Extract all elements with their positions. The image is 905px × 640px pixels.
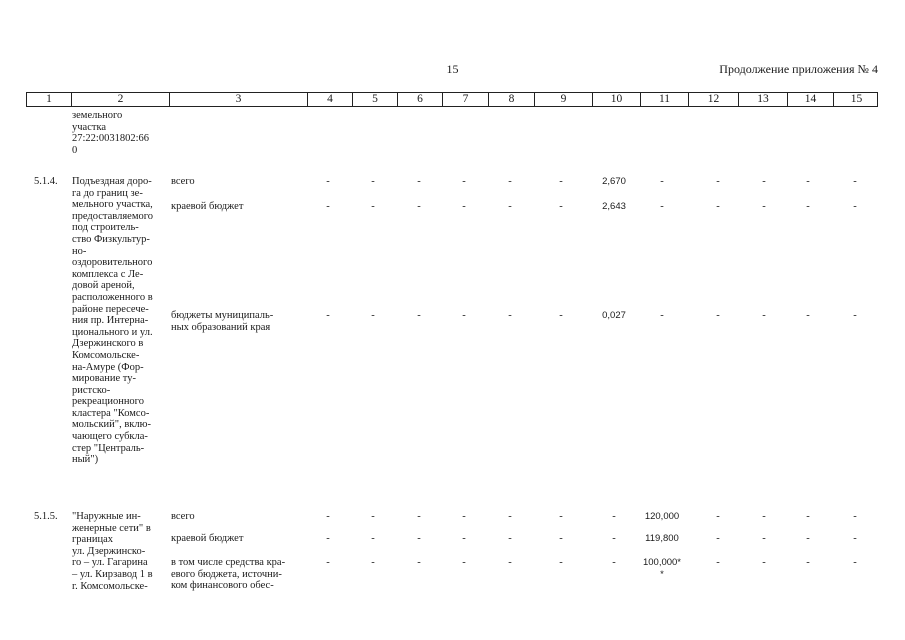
dash-cell: - (508, 310, 512, 321)
column-header-4: 4 (307, 93, 352, 106)
row-name-line: ния пр. Интерна- (72, 315, 149, 327)
dash-cell: - (716, 176, 720, 187)
column-header-12: 12 (688, 93, 738, 106)
row-name-line: женерные сети" в (72, 522, 151, 534)
dash-cell: - (417, 557, 421, 568)
dash-cell: - (716, 511, 720, 522)
row-name-line: под строитель- (72, 222, 139, 234)
value-cell: 100,000* (642, 557, 682, 568)
dash-cell: - (508, 201, 512, 212)
source-label-line: бюджеты муниципаль- (171, 310, 274, 321)
row-name-line: чающего субкла- (72, 431, 148, 443)
source-label-line: в том числе средства кра- (171, 557, 286, 568)
column-header-1: 1 (46, 93, 52, 105)
dash-cell: - (853, 557, 857, 568)
dash-cell: - (762, 557, 766, 568)
fragment-line: 27:22:0031802:66 (72, 133, 150, 145)
dash-cell: - (462, 557, 466, 568)
dash-cell: - (508, 557, 512, 568)
dash-cell: - (853, 511, 857, 522)
value-cell: 2,670 (602, 176, 626, 187)
row-name-line: Подъездная доро- (72, 176, 152, 187)
dash-cell: - (462, 201, 466, 212)
dash-cell: - (417, 310, 421, 321)
row-name-line: мирование ту- (72, 373, 136, 385)
row-name-line: г. Комсомольске- (72, 580, 148, 592)
row-name-line: мельного участка, (72, 199, 153, 211)
source-label-line: ных образований края (171, 321, 271, 333)
dash-cell: - (326, 201, 330, 212)
column-header-15: 15 (833, 93, 879, 106)
dash-cell: - (559, 511, 563, 522)
column-header-13: 13 (738, 93, 787, 106)
source-label-line: всего (171, 176, 195, 187)
dash-cell: - (326, 533, 330, 544)
dash-cell: - (326, 310, 330, 321)
dash-cell: - (806, 533, 810, 544)
source-label (171, 201, 303, 213)
source-label-line: евого бюджета, источни- (171, 568, 282, 580)
column-header-14: 14 (787, 93, 833, 106)
dash-cell: - (559, 176, 563, 187)
dash-cell: - (371, 533, 375, 544)
dash-cell: - (716, 201, 720, 212)
dash-cell: - (326, 511, 330, 522)
dash-cell: - (326, 176, 330, 187)
dash-cell: - (660, 310, 664, 321)
row-name-line: комплекса с Ле- (72, 268, 144, 280)
row-name-line: го – ул. Гагарина (72, 557, 148, 569)
dash-cell: - (559, 533, 563, 544)
dash-cell: - (508, 533, 512, 544)
value-cell: 0,027 (602, 310, 626, 321)
dash-cell: - (508, 176, 512, 187)
dash-cell: - (660, 201, 664, 212)
dash-cell: - (660, 176, 664, 187)
dash-cell: - (853, 201, 857, 212)
dash-cell: - (417, 533, 421, 544)
value-cell: 120,000 (644, 511, 680, 522)
source-label (171, 557, 303, 592)
dash-cell: - (371, 310, 375, 321)
row-name-line: но- (72, 245, 87, 257)
source-label (171, 533, 303, 545)
dash-cell: - (612, 511, 616, 522)
row-name-line: районе пересече- (72, 303, 149, 315)
page-number: 15 (446, 62, 459, 76)
row-name-line: га до границ зе- (72, 187, 143, 199)
row-name-line: "Наружные ин- (72, 511, 141, 522)
source-label-line: краевой бюджет (171, 533, 244, 544)
dash-cell: - (806, 176, 810, 187)
row-name-line: мольский", вклю- (72, 419, 151, 431)
column-header-7: 7 (442, 93, 488, 106)
table-header-row (26, 92, 878, 107)
row-name-line: оздоровительного (72, 257, 153, 269)
dash-cell: - (508, 511, 512, 522)
column-header-5: 5 (352, 93, 397, 106)
dash-cell: - (853, 176, 857, 187)
row-number: 5.1.5. (34, 511, 58, 522)
column-header-8: 8 (488, 93, 534, 106)
dash-cell: - (371, 176, 375, 187)
column-header-10: 10 (592, 93, 640, 106)
dash-cell: - (762, 201, 766, 212)
dash-cell: - (806, 310, 810, 321)
column-header-9: 9 (534, 93, 592, 106)
dash-cell: - (417, 201, 421, 212)
row-name-line: Комсомольске- (72, 349, 140, 361)
column-header-6: 6 (397, 93, 442, 106)
source-label-line: ком финансового обес- (171, 580, 274, 592)
top-fragment (72, 110, 167, 156)
row-name-line: рекреационного (72, 396, 144, 408)
column-header-3: 3 (169, 93, 307, 106)
row-name-line: ционального и ул. (72, 326, 153, 338)
value-cell: 2,643 (602, 201, 626, 212)
dash-cell: - (462, 511, 466, 522)
row-name-line: ство Физкультур- (72, 233, 150, 245)
dash-cell: - (762, 511, 766, 522)
dash-cell: - (612, 557, 616, 568)
source-label (171, 310, 303, 333)
dash-cell: - (806, 557, 810, 568)
source-label-line: всего (171, 511, 195, 522)
dash-cell: - (462, 533, 466, 544)
dash-cell: - (716, 533, 720, 544)
dash-cell: - (853, 533, 857, 544)
source-label (171, 176, 303, 188)
row-name-line: ный") (72, 454, 99, 466)
dash-cell: - (371, 201, 375, 212)
dash-cell: - (559, 201, 563, 212)
dash-cell: - (716, 557, 720, 568)
source-label-line: краевой бюджет (171, 201, 244, 212)
dash-cell: - (716, 310, 720, 321)
fragment-line: участка (72, 121, 107, 133)
dash-cell: - (462, 310, 466, 321)
value-cell-continuation: * (660, 568, 664, 580)
dash-cell: - (806, 511, 810, 522)
fragment-line: земельного (72, 110, 123, 121)
row-name-line: расположенного в (72, 291, 153, 303)
dash-cell: - (806, 201, 810, 212)
row-name-line: Дзержинского в (72, 338, 144, 350)
row-name (72, 511, 167, 592)
source-label (171, 511, 303, 523)
row-name-line: предоставляемого (72, 210, 154, 222)
appendix-title: Продолжение приложения № 4 (719, 62, 878, 76)
dash-cell: - (371, 511, 375, 522)
column-header-2: 2 (71, 93, 169, 106)
row-name-line: довой ареной, (72, 280, 135, 292)
dash-cell: - (462, 176, 466, 187)
column-header-11: 11 (640, 93, 688, 106)
row-name-line: ристско- (72, 384, 111, 396)
row-name-line: стер "Централь- (72, 442, 145, 454)
dash-cell: - (371, 557, 375, 568)
dash-cell: - (612, 533, 616, 544)
dash-cell: - (417, 511, 421, 522)
row-name (72, 176, 167, 466)
dash-cell: - (417, 176, 421, 187)
row-name-line: границах (72, 534, 113, 546)
dash-cell: - (559, 310, 563, 321)
dash-cell: - (762, 176, 766, 187)
row-name-line: кластера "Комсо- (72, 407, 150, 419)
row-number: 5.1.4. (34, 176, 58, 187)
dash-cell: - (762, 533, 766, 544)
row-name-line: – ул. Кирзавод 1 в (72, 568, 153, 580)
dash-cell: - (762, 310, 766, 321)
dash-cell: - (559, 557, 563, 568)
row-name-line: ул. Дзержинско- (72, 545, 146, 557)
dash-cell: - (853, 310, 857, 321)
row-name-line: на-Амуре (Фор- (72, 361, 144, 373)
fragment-line: 0 (72, 144, 78, 156)
dash-cell: - (326, 557, 330, 568)
value-cell: 119,800 (645, 533, 679, 544)
